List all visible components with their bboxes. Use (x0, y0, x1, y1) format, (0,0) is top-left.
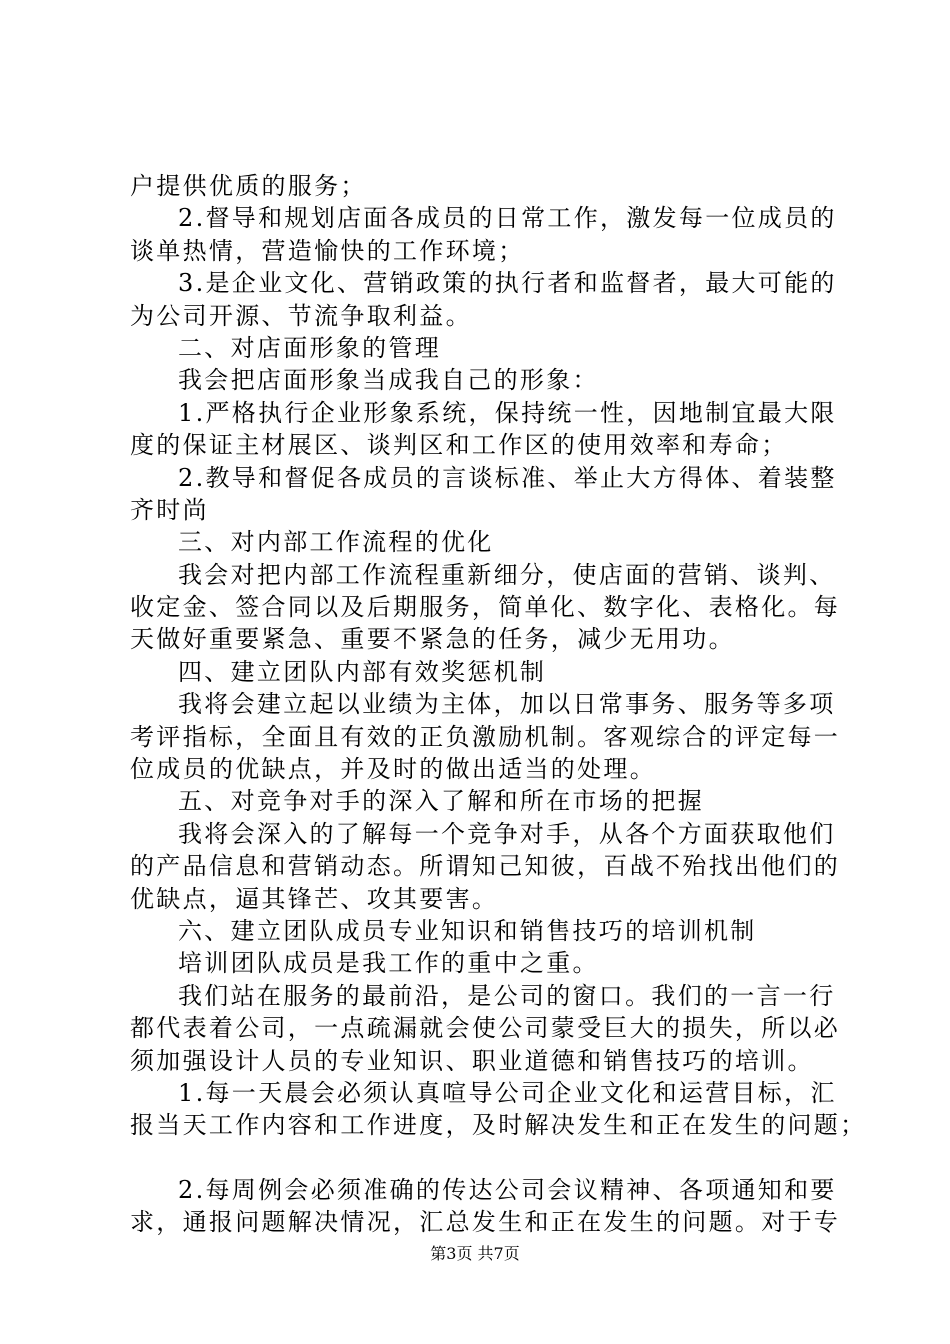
paragraph-line: 我会把店面形象当成我自己的形象： (178, 366, 599, 395)
paragraph-line: 考评指标，全面且有效的正负激励机制。客观综合的评定每一 (130, 722, 841, 751)
paragraph-line: 我会对把内部工作流程重新细分，使店面的营销、谈判、 (178, 560, 836, 589)
paragraph-line: 我们站在服务的最前沿，是公司的窗口。我们的一言一行 (178, 981, 836, 1010)
section-heading: 六、建立团队成员专业知识和销售技巧的培训机制 (178, 916, 757, 945)
document-body (130, 170, 867, 1239)
paragraph-line: 位成员的优缺点，并及时的做出适当的处理。 (130, 755, 656, 784)
paragraph-line: 2.每周例会必须准确的传达公司会议精神、各项通知和要 (178, 1175, 837, 1204)
paragraph-line: 1.每一天晨会必须认真喧导公司企业文化和运营目标，汇 (178, 1078, 837, 1107)
paragraph-line: 求，通报问题解决情况，汇总发生和正在发生的问题。对于专 (130, 1208, 841, 1237)
paragraph-line: 天做好重要紧急、重要不紧急的任务，减少无用功。 (130, 625, 735, 654)
section-heading: 四、建立团队内部有效奖惩机制 (178, 657, 547, 686)
paragraph-line: 报当天工作内容和工作进度，及时解决发生和正在发生的问题； (130, 1111, 867, 1140)
section-heading: 五、对竞争对手的深入了解和所在市场的把握 (178, 787, 704, 816)
section-heading: 二、对店面形象的管理 (178, 333, 441, 362)
paragraph-line: 我将会深入的了解每一个竞争对手，从各个方面获取他们 (178, 819, 836, 848)
paragraph-gap (130, 1142, 830, 1174)
paragraph-line: 须加强设计人员的专业知识、职业道德和销售技巧的培训。 (130, 1046, 814, 1075)
paragraph-line: 3.是企业文化、营销政策的执行者和监督者，最大可能的 (178, 269, 837, 298)
paragraph-line: 1.严格执行企业形象系统，保持统一性，因地制宜最大限 (178, 398, 837, 427)
paragraph-line: 收定金、签合同以及后期服务，简单化、数字化、表格化。每 (130, 593, 841, 622)
paragraph-line: 2.教导和督促各成员的言谈标准、举止大方得体、着装整 (178, 463, 837, 492)
paragraph-line: 谈单热情，营造愉快的工作环境； (130, 236, 525, 265)
paragraph-line: 度的保证主材展区、谈判区和工作区的使用效率和寿命； (130, 431, 788, 460)
paragraph-line: 培训团队成员是我工作的重中之重。 (178, 949, 599, 978)
paragraph-line: 齐时尚 (130, 495, 209, 524)
page-footer: 第3页 共7页 (430, 1244, 520, 1263)
paragraph-line: 的产品信息和营销动态。所谓知己知彼，百战不殆找出他们的 (130, 852, 841, 881)
paragraph-line: 2.督导和规划店面各成员的日常工作，激发每一位成员的 (178, 204, 837, 233)
paragraph-line: 户提供优质的服务； (130, 172, 367, 200)
paragraph-line: 优缺点，逼其锋芒、攻其要害。 (130, 884, 499, 913)
paragraph-line: 都代表着公司，一点疏漏就会使公司蒙受巨大的损失，所以必 (130, 1014, 841, 1043)
paragraph-line: 我将会建立起以业绩为主体，加以日常事务、服务等多项 (178, 690, 836, 719)
section-heading: 三、对内部工作流程的优化 (178, 528, 494, 557)
paragraph-line: 为公司开源、节流争取利益。 (130, 301, 472, 330)
